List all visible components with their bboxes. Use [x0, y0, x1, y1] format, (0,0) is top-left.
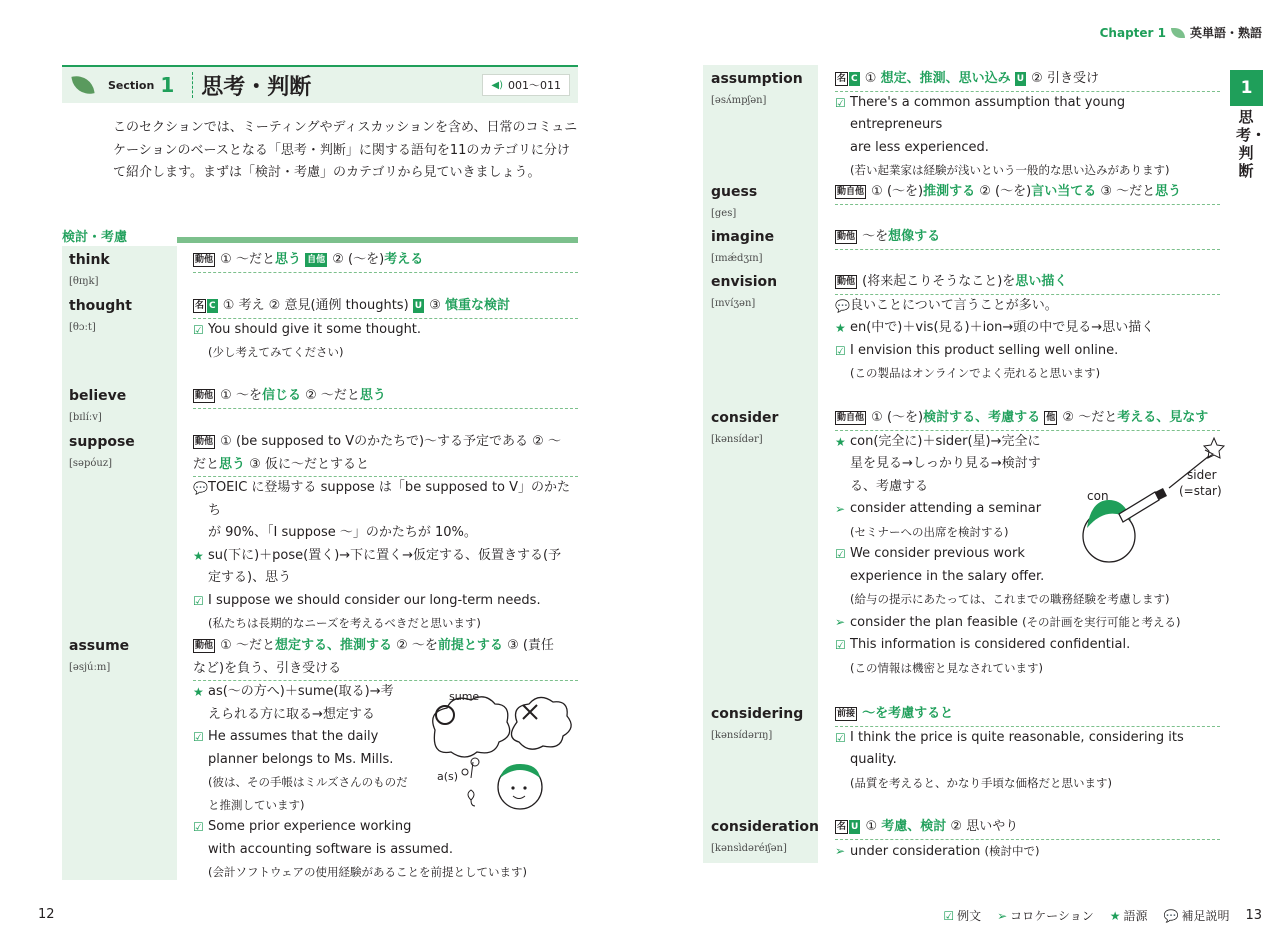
def-highlight: 考慮、検討: [881, 819, 947, 834]
example-translation: (給与の提示にあたっては、これまでの職務経験を考慮します): [850, 592, 1170, 606]
etymology-text: 定する)、思う: [208, 570, 292, 585]
example-translation: と推測しています): [208, 797, 305, 812]
def-highlight: 思う: [1155, 184, 1182, 199]
page-number-left: 12: [38, 907, 55, 922]
legend-label: 語源: [1123, 909, 1148, 923]
entry-word-guess: guess: [711, 184, 758, 200]
example-en: I suppose we should consider our long-term needs.: [208, 592, 541, 608]
collocation-translation: (セミナーへの出席を検討する): [850, 524, 1009, 539]
collocation-text: consider the plan feasible: [850, 614, 1018, 630]
etymology-text: su(下に)＋pose(置く)→下に置く→仮定する、仮置きする(予: [208, 547, 562, 563]
example-icon: ☑: [835, 730, 846, 745]
def-text: ② (～を): [332, 252, 385, 267]
etymology-text: 星を見る→しっかり見る→検討す: [850, 456, 1041, 471]
example-line: [193, 590, 578, 613]
example-line: [193, 816, 578, 839]
def-text: ～を: [862, 229, 889, 244]
example-en: with accounting software is assumed.: [208, 841, 454, 857]
pos-tag: 自他: [307, 255, 326, 265]
pos-tag: 動自他: [837, 413, 865, 423]
entry-word-envision: envision: [711, 274, 778, 290]
example-line: [835, 340, 1220, 363]
entry-def-suppose: [193, 431, 578, 635]
entry-word-think: think: [69, 252, 110, 268]
note-icon: 💬: [835, 298, 850, 313]
entry-pron-assumption: [əsʌ́mpʃən]: [711, 95, 767, 106]
pos-tag: C: [209, 301, 216, 311]
sprout-icon: [1171, 28, 1185, 38]
assume-thought-bubbles-illustration: [425, 690, 580, 815]
def-highlight: 前提とする: [437, 638, 503, 653]
audio-track-badge[interactable]: [482, 74, 570, 96]
collocation-text: under consideration: [850, 843, 981, 859]
pos-tag: U: [414, 301, 423, 311]
def-text: ② ～だと: [1062, 410, 1118, 425]
section-label: Section: [108, 78, 155, 92]
collocation-icon: ➢: [835, 614, 846, 629]
def-highlight: 思う: [359, 388, 386, 403]
def-text: ① (～を): [871, 184, 924, 199]
example-icon: ☑: [193, 730, 204, 744]
example-en: You should give it some thought.: [208, 321, 422, 337]
collocation-line: [835, 611, 1220, 635]
entry-def-imagine: [835, 226, 1220, 250]
entry-pron-consider: [kənsídər]: [711, 434, 763, 445]
pos-tag: 前接: [837, 709, 856, 719]
def-highlight: 慎重な検討: [445, 298, 511, 313]
example-translation: (彼は、その手帳はミルズさんのものだ: [208, 775, 408, 789]
illus-label-con: con: [1087, 489, 1109, 503]
section-banner: [62, 65, 578, 103]
def-highlight: 考える、見なす: [1117, 410, 1209, 425]
pos-tag: U: [1016, 74, 1025, 84]
example-icon: ☑: [193, 820, 204, 834]
illus-label-sider: sider: [1187, 468, 1217, 482]
pos-tag: 名: [837, 74, 847, 84]
example-icon: ☑: [835, 95, 846, 110]
def-text: ③ 仮に～だとすると: [245, 456, 369, 472]
chapter-tab[interactable]: 1: [1230, 70, 1263, 106]
audio-track-range: 001～011: [508, 79, 561, 92]
def-highlight: 考える: [384, 252, 424, 267]
def-text: ①: [864, 71, 877, 86]
section-number: 1: [160, 73, 175, 97]
def-text: ①: [865, 819, 878, 834]
entry-word-consider: consider: [711, 410, 779, 426]
pos-tag: 動他: [195, 255, 214, 265]
entry-word-considering: considering: [711, 706, 804, 722]
example-translation: (この情報は機密と見なされています): [850, 660, 1043, 675]
etymology-line: [193, 545, 578, 568]
def-text: など)を負う、引き受ける: [193, 658, 578, 682]
leaf-icon: [68, 70, 98, 100]
def-text: ③: [429, 298, 441, 313]
speaker-icon: ◀): [491, 79, 503, 91]
entry-word-believe: believe: [69, 388, 127, 404]
etymology-text: as(～の方へ)＋sume(取る)→考: [208, 684, 394, 699]
entry-word-consideration: consideration: [711, 819, 819, 835]
legend-item: [1110, 907, 1148, 924]
legend-item: [997, 907, 1094, 924]
illus-label-sume: sume: [449, 690, 480, 703]
example-en: This information is considered confidential.: [850, 637, 1131, 652]
entry-def-consideration: [835, 816, 1220, 863]
def-text: ① (be supposed to Vのかたちで)～する予定である ② ～: [220, 434, 561, 449]
def-text: ① (～を): [871, 410, 924, 425]
entry-pron-think: [θɪŋk]: [69, 276, 99, 287]
example-line: [193, 319, 578, 342]
legend-item: [943, 907, 981, 924]
def-highlight: 推測する: [923, 184, 976, 199]
def-text: ① ～を: [220, 388, 262, 403]
entry-def-envision: [835, 271, 1220, 385]
def-text: ① ～だと: [220, 638, 275, 653]
pos-tag: 動他: [195, 391, 214, 401]
collocation-text: consider attending a seminar: [850, 501, 1042, 516]
etymology-text: en(中で)＋vis(見る)＋ion→頭の中で見る→思い描く: [850, 320, 1155, 335]
entry-word-assume: assume: [69, 638, 130, 654]
def-text: ① ～だと: [220, 252, 275, 267]
illus-label-as: a(s): [437, 770, 459, 783]
def-text: (将来起こりそうなこと)を: [862, 274, 1016, 289]
example-en: Some prior experience working: [208, 819, 412, 834]
section-intro: このセクションでは、ミーティングやディスカッションを含め、日常のコミュニケーションのベースとなる「思考・判断」に関する語句を11のカテゴリに分けて紹介します。まずは「検討・考慮」のカテゴリから見ていきましょう。: [113, 120, 578, 180]
def-text: ③ ～だと: [1100, 184, 1156, 199]
etymology-icon: ★: [835, 434, 846, 449]
collocation-icon: ➢: [835, 502, 846, 516]
entry-pron-considering: [kənsídərɪŋ]: [711, 730, 773, 741]
pos-tag: 動他: [837, 277, 856, 287]
chapter-tab-title: 思考・判断: [1236, 108, 1267, 180]
etymology-icon: ★: [1109, 909, 1121, 923]
etymology-icon: ★: [835, 321, 846, 335]
pos-tag: 動他: [195, 641, 214, 651]
collocation-translation: (検討中で): [984, 843, 1040, 858]
def-text: ③ (責任: [507, 638, 554, 653]
example-icon: ☑: [193, 593, 204, 608]
example-en: I think the price is quite reasonable, considering its: [850, 729, 1184, 745]
def-highlight: ～を考慮すると: [862, 706, 954, 721]
def-text: ② ～だと: [305, 388, 360, 403]
consider-telescope-illustration: [1069, 436, 1229, 576]
category-stripe: [177, 237, 578, 243]
etymology-line: [835, 317, 1220, 340]
entry-def-assumption: [835, 68, 1220, 182]
def-highlight: 信じる: [261, 388, 301, 403]
banner-divider: [192, 72, 193, 98]
entry-def-believe: [193, 385, 578, 409]
example-en: planner belongs to Ms. Mills.: [208, 751, 394, 767]
legend-item: [1163, 907, 1229, 924]
example-icon: ☑: [193, 322, 204, 337]
entry-word-assumption: assumption: [711, 71, 803, 87]
term-column: [62, 246, 177, 880]
page-number-right: 13: [1245, 908, 1262, 923]
pos-tag: 動自他: [837, 187, 865, 197]
def-highlight: 想定、推測、思い込み: [880, 71, 1011, 86]
def-text: ② 引き受け: [1031, 71, 1099, 86]
etymology-text: る、考慮する: [850, 478, 929, 494]
etymology-icon: ★: [193, 685, 204, 699]
collocation-translation: (その計画を実行可能と考える): [1022, 614, 1181, 629]
example-translation: (会計ソフトウェアの使用経験があることを前提としています): [208, 865, 528, 879]
right-page: [641, 0, 1282, 949]
example-line: [835, 634, 1220, 657]
def-text: ② (～を): [979, 184, 1032, 199]
example-icon: ☑: [835, 343, 846, 358]
legend-label: 補足説明: [1181, 909, 1230, 923]
def-highlight: 想定する、推測する: [274, 638, 392, 653]
def-highlight: 想像する: [888, 229, 941, 244]
def-text: ② ～を: [396, 638, 438, 653]
note-line: [193, 477, 578, 522]
entry-pron-envision: [ɪnvíʒən]: [711, 298, 756, 309]
example-icon: ☑: [835, 547, 846, 561]
example-en: There's a common assumption that young entrepreneurs: [850, 94, 1126, 132]
example-en: We consider previous work: [850, 546, 1025, 561]
example-icon: ☑: [835, 638, 846, 652]
entry-def-thought: [193, 295, 578, 364]
pos-tag: 動他: [837, 232, 856, 242]
entry-pron-imagine: [ɪmǽdʒɪn]: [711, 253, 763, 264]
pos-tag: 他: [1046, 413, 1056, 423]
note-text: TOEIC に登場する suppose は「be supposed to V」のかたち: [208, 480, 571, 518]
entry-word-thought: thought: [69, 298, 132, 314]
note-text: 良いことについて言うことが多い。: [850, 297, 1058, 313]
entry-def-guess: [835, 181, 1220, 205]
entry-pron-consideration: [kənsìdəréɪʃən]: [711, 843, 787, 854]
example-en: are less experienced.: [850, 139, 989, 155]
section-title: 思考・判断: [201, 74, 312, 100]
illus-label-star: (=star): [1179, 484, 1222, 498]
def-text: だと: [193, 456, 220, 472]
entry-pron-assume: [əsjúːm]: [69, 662, 111, 673]
collocation-icon: ➢: [997, 909, 1008, 923]
note-icon: 💬: [1163, 909, 1179, 923]
def-text: ② 思いやり: [950, 819, 1019, 834]
entry-def-considering: [835, 703, 1220, 794]
entry-pron-suppose: [səpóuz]: [69, 458, 112, 469]
def-highlight: 検討する、考慮する: [923, 410, 1041, 425]
pos-tag: C: [851, 74, 858, 84]
pos-tag: 名: [837, 822, 847, 832]
etymology-text: えられる方に取る→想定する: [208, 706, 375, 722]
chapter-label: Chapter 1: [1099, 25, 1166, 40]
icon-legend: [943, 907, 1262, 924]
example-en: quality.: [850, 752, 897, 767]
example-translation: (この製品はオンラインでよく売れると思います): [850, 366, 1101, 380]
def-highlight: 思う: [274, 252, 301, 267]
note-line: [835, 295, 1220, 318]
entry-pron-believe: [bɪlíːv]: [69, 412, 102, 423]
example-translation: (品質を考えると、かなり手頃な価格だと思います): [850, 775, 1112, 790]
note-text: が 90%、「I suppose ～」のかたちが 10%。: [208, 525, 477, 540]
legend-label: コロケーション: [1010, 909, 1094, 923]
category-bar: [62, 232, 578, 245]
category-title: 検討・考慮: [62, 230, 128, 245]
entry-pron-thought: [θɔːt]: [69, 322, 96, 333]
example-line: [835, 92, 1220, 137]
entry-pron-guess: [ges]: [711, 208, 737, 219]
example-line: [835, 727, 1220, 750]
example-en: He assumes that the daily: [208, 729, 379, 744]
entry-word-suppose: suppose: [69, 434, 135, 450]
collocation-icon: ➢: [835, 843, 846, 858]
chapter-title: 英単語・熟語: [1189, 26, 1262, 40]
example-en: experience in the salary offer.: [850, 568, 1045, 584]
example-translation: (若い起業家は経験が浅いという一般的な思い込みがあります): [850, 163, 1170, 177]
def-highlight: 言い当てる: [1031, 184, 1097, 199]
running-header: [1100, 24, 1262, 41]
example-translation: (少し考えてみてください): [208, 345, 344, 359]
example-translation: (私たちは長期的なニーズを考えるべきだと思います): [208, 616, 481, 630]
etymology-text: con(完全に)＋sider(星)→完全に: [850, 433, 1041, 449]
example-icon: ☑: [943, 909, 955, 923]
pos-tag: 動他: [195, 437, 214, 447]
pos-tag: U: [851, 822, 859, 832]
collocation-line: [835, 840, 1220, 864]
note-icon: 💬: [193, 481, 208, 495]
entry-def-think: [193, 249, 578, 273]
entry-word-imagine: imagine: [711, 229, 775, 245]
def-highlight: 思う: [219, 456, 246, 472]
def-highlight: 思い描く: [1015, 274, 1068, 289]
example-en: I envision this product selling well online.: [850, 342, 1119, 358]
etymology-icon: ★: [193, 548, 204, 563]
pos-tag: 名: [195, 301, 205, 311]
legend-label: 例文: [957, 909, 982, 923]
def-text: ① 考え ② 意見(通例 thoughts): [222, 298, 409, 313]
